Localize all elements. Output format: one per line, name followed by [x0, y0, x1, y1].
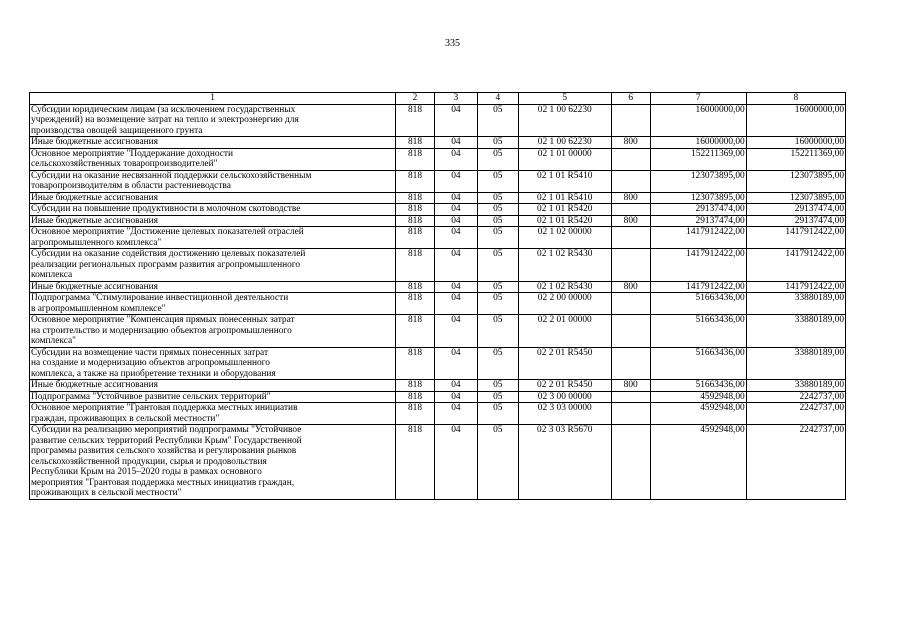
- expense-type-cell: [611, 403, 650, 425]
- amount-year1-cell: 4592948,00: [650, 391, 746, 403]
- amount-year2-cell: 29137474,00: [746, 215, 845, 227]
- subsection-code-cell: 05: [477, 170, 518, 192]
- expense-type-cell: 800: [611, 137, 650, 149]
- target-article-cell: 02 1 02 00000: [518, 227, 611, 249]
- expense-type-cell: [611, 249, 650, 282]
- amount-year1-cell: 1417912422,00: [650, 227, 746, 249]
- subsection-code-cell: 05: [477, 137, 518, 149]
- expense-type-cell: [611, 204, 650, 216]
- ministry-code-cell: 818: [396, 192, 435, 204]
- table-row: [30, 403, 846, 425]
- section-code-cell: 04: [434, 137, 477, 149]
- amount-year1-cell: 29137474,00: [650, 204, 746, 216]
- expense-type-cell: [611, 391, 650, 403]
- amount-year1-cell: 16000000,00: [650, 104, 746, 137]
- expense-type-cell: [611, 425, 650, 500]
- table-row: [30, 192, 846, 204]
- amount-year1-cell: 4592948,00: [650, 403, 746, 425]
- amount-year2-cell: 33880189,00: [746, 380, 845, 392]
- section-code-cell: 04: [434, 281, 477, 293]
- ministry-code-cell: 818: [396, 347, 435, 380]
- subsection-code-cell: 05: [477, 391, 518, 403]
- section-code-cell: 04: [434, 403, 477, 425]
- table-row: [30, 315, 846, 348]
- ministry-code-cell: 818: [396, 380, 435, 392]
- section-code-cell: 04: [434, 104, 477, 137]
- column-header: 1: [30, 93, 396, 105]
- ministry-code-cell: 818: [396, 204, 435, 216]
- amount-year1-cell: 1417912422,00: [650, 281, 746, 293]
- column-header: 4: [477, 93, 518, 105]
- column-header: 3: [434, 93, 477, 105]
- section-code-cell: 04: [434, 148, 477, 170]
- subsection-code-cell: 05: [477, 315, 518, 348]
- subsection-code-cell: 05: [477, 227, 518, 249]
- amount-year2-cell: 1417912422,00: [746, 249, 845, 282]
- subsection-code-cell: 05: [477, 204, 518, 216]
- item-name-cell: Субсидии на оказание несвязанной поддержки сельскохозяйственным товаропроизводителям в области растениеводства: [30, 170, 396, 192]
- target-article-cell: 02 2 01 R5450: [518, 347, 611, 380]
- amount-year2-cell: 33880189,00: [746, 347, 845, 380]
- subsection-code-cell: 05: [477, 148, 518, 170]
- expense-type-cell: [611, 170, 650, 192]
- amount-year1-cell: 51663436,00: [650, 347, 746, 380]
- table-row: [30, 425, 846, 500]
- item-name-cell: Иные бюджетные ассигнования: [30, 192, 396, 204]
- item-name-cell: Субсидии на возмещение части прямых понесенных затрат на создание и модернизацию объектов агропромышленного комплекса, а также на приобретение техники и оборудования: [30, 347, 396, 380]
- amount-year2-cell: 33880189,00: [746, 293, 845, 315]
- item-name-cell: Субсидии на реализацию мероприятий подпрограммы "Устойчивое развитие сельских территорий Республики Крым" Государственной программы развития сельского хозяйства и регулирования рынков сельскохозяйственной продукции, сырья и продовольствия Республики Крым на 2015–2020 годы в рамках основного мероприятия "Грантовая поддержка местных инициатив граждан, проживающих в сельской местности": [30, 425, 396, 500]
- subsection-code-cell: 05: [477, 192, 518, 204]
- amount-year1-cell: 123073895,00: [650, 192, 746, 204]
- amount-year2-cell: 16000000,00: [746, 137, 845, 149]
- column-header: 6: [611, 93, 650, 105]
- ministry-code-cell: 818: [396, 391, 435, 403]
- table-row: [30, 347, 846, 380]
- amount-year1-cell: 123073895,00: [650, 170, 746, 192]
- target-article-cell: 02 1 01 R5410: [518, 192, 611, 204]
- ministry-code-cell: 818: [396, 215, 435, 227]
- target-article-cell: 02 1 01 R5420: [518, 215, 611, 227]
- table-row: [30, 215, 846, 227]
- expense-type-cell: [611, 104, 650, 137]
- table-row: [30, 293, 846, 315]
- target-article-cell: 02 2 01 00000: [518, 315, 611, 348]
- amount-year2-cell: 2242737,00: [746, 403, 845, 425]
- table-row: [30, 148, 846, 170]
- target-article-cell: 02 3 00 00000: [518, 391, 611, 403]
- ministry-code-cell: 818: [396, 425, 435, 500]
- amount-year1-cell: 51663436,00: [650, 315, 746, 348]
- subsection-code-cell: 05: [477, 104, 518, 137]
- expense-type-cell: [611, 347, 650, 380]
- subsection-code-cell: 05: [477, 380, 518, 392]
- item-name-cell: Подпрограмма "Устойчивое развитие сельских территорий": [30, 391, 396, 403]
- amount-year2-cell: 33880189,00: [746, 315, 845, 348]
- table-row: [30, 391, 846, 403]
- table-row: [30, 380, 846, 392]
- table-body: [30, 104, 846, 499]
- amount-year2-cell: 2242737,00: [746, 391, 845, 403]
- amount-year2-cell: 2242737,00: [746, 425, 845, 500]
- item-name-cell: Иные бюджетные ассигнования: [30, 380, 396, 392]
- section-code-cell: 04: [434, 249, 477, 282]
- target-article-cell: 02 1 02 R5430: [518, 281, 611, 293]
- section-code-cell: 04: [434, 215, 477, 227]
- section-code-cell: 04: [434, 315, 477, 348]
- section-code-cell: 04: [434, 204, 477, 216]
- column-header: 7: [650, 93, 746, 105]
- item-name-cell: Подпрограмма "Стимулирование инвестиционной деятельности в агропромышленном комплексе": [30, 293, 396, 315]
- ministry-code-cell: 818: [396, 281, 435, 293]
- section-code-cell: 04: [434, 227, 477, 249]
- table-row: [30, 227, 846, 249]
- target-article-cell: 02 1 01 R5420: [518, 204, 611, 216]
- section-code-cell: 04: [434, 391, 477, 403]
- subsection-code-cell: 05: [477, 249, 518, 282]
- amount-year1-cell: 1417912422,00: [650, 249, 746, 282]
- column-header: 5: [518, 93, 611, 105]
- section-code-cell: 04: [434, 380, 477, 392]
- subsection-code-cell: 05: [477, 347, 518, 380]
- subsection-code-cell: 05: [477, 425, 518, 500]
- amount-year2-cell: 1417912422,00: [746, 227, 845, 249]
- expense-type-cell: [611, 227, 650, 249]
- ministry-code-cell: 818: [396, 104, 435, 137]
- target-article-cell: 02 1 01 R5410: [518, 170, 611, 192]
- subsection-code-cell: 05: [477, 403, 518, 425]
- ministry-code-cell: 818: [396, 403, 435, 425]
- ministry-code-cell: 818: [396, 170, 435, 192]
- target-article-cell: 02 1 02 R5430: [518, 249, 611, 282]
- expense-type-cell: 800: [611, 380, 650, 392]
- item-name-cell: Основное мероприятие "Достижение целевых показателей отраслей агропромышленного комплекса": [30, 227, 396, 249]
- column-header: 2: [396, 93, 435, 105]
- ministry-code-cell: 818: [396, 315, 435, 348]
- expense-type-cell: [611, 293, 650, 315]
- item-name-cell: Основное мероприятие "Поддержание доходности сельскохозяйственных товаропроизводителей": [30, 148, 396, 170]
- ministry-code-cell: 818: [396, 249, 435, 282]
- section-code-cell: 04: [434, 192, 477, 204]
- subsection-code-cell: 05: [477, 293, 518, 315]
- amount-year1-cell: 29137474,00: [650, 215, 746, 227]
- subsection-code-cell: 05: [477, 281, 518, 293]
- expense-type-cell: [611, 315, 650, 348]
- amount-year2-cell: 29137474,00: [746, 204, 845, 216]
- expense-type-cell: [611, 148, 650, 170]
- item-name-cell: Иные бюджетные ассигнования: [30, 215, 396, 227]
- expense-type-cell: 800: [611, 215, 650, 227]
- target-article-cell: 02 2 00 00000: [518, 293, 611, 315]
- amount-year2-cell: 16000000,00: [746, 104, 845, 137]
- amount-year1-cell: 4592948,00: [650, 425, 746, 500]
- table-row: [30, 249, 846, 282]
- item-name-cell: Иные бюджетные ассигнования: [30, 281, 396, 293]
- amount-year2-cell: 123073895,00: [746, 170, 845, 192]
- amount-year2-cell: 123073895,00: [746, 192, 845, 204]
- section-code-cell: 04: [434, 293, 477, 315]
- item-name-cell: Субсидии юридическим лицам (за исключением государственных учреждений) на возмещение затрат на тепло и электроэнергию для производства овощей защищенного грунта: [30, 104, 396, 137]
- page-number: 335: [445, 38, 460, 49]
- ministry-code-cell: 818: [396, 227, 435, 249]
- amount-year2-cell: 152211369,00: [746, 148, 845, 170]
- column-header: 8: [746, 93, 845, 105]
- section-code-cell: 04: [434, 170, 477, 192]
- target-article-cell: 02 1 00 62230: [518, 137, 611, 149]
- target-article-cell: 02 2 01 R5450: [518, 380, 611, 392]
- table-row: [30, 137, 846, 149]
- amount-year1-cell: 16000000,00: [650, 137, 746, 149]
- table-row: [30, 104, 846, 137]
- item-name-cell: Основное мероприятие "Компенсация прямых понесенных затрат на строительство и модернизацию объектов агропромышленного комплекса": [30, 315, 396, 348]
- ministry-code-cell: 818: [396, 148, 435, 170]
- expense-type-cell: 800: [611, 192, 650, 204]
- table-row: [30, 281, 846, 293]
- ministry-code-cell: 818: [396, 293, 435, 315]
- table-row: [30, 170, 846, 192]
- table-header-row: [30, 93, 846, 105]
- item-name-cell: Субсидии на оказание содействия достижению целевых показателей реализации региональных программ развития агропромышленного комплекса: [30, 249, 396, 282]
- target-article-cell: 02 1 01 00000: [518, 148, 611, 170]
- amount-year1-cell: 51663436,00: [650, 293, 746, 315]
- subsection-code-cell: 05: [477, 215, 518, 227]
- target-article-cell: 02 3 03 R5670: [518, 425, 611, 500]
- section-code-cell: 04: [434, 425, 477, 500]
- budget-table: [29, 92, 846, 500]
- target-article-cell: 02 3 03 00000: [518, 403, 611, 425]
- item-name-cell: Основное мероприятие "Грантовая поддержка местных инициатив граждан, проживающих в сельской местности": [30, 403, 396, 425]
- ministry-code-cell: 818: [396, 137, 435, 149]
- target-article-cell: 02 1 00 62230: [518, 104, 611, 137]
- expense-type-cell: 800: [611, 281, 650, 293]
- item-name-cell: Иные бюджетные ассигнования: [30, 137, 396, 149]
- amount-year2-cell: 1417912422,00: [746, 281, 845, 293]
- table-row: [30, 204, 846, 216]
- section-code-cell: 04: [434, 347, 477, 380]
- item-name-cell: Субсидии на повышение продуктивности в молочном скотоводстве: [30, 204, 396, 216]
- amount-year1-cell: 152211369,00: [650, 148, 746, 170]
- amount-year1-cell: 51663436,00: [650, 380, 746, 392]
